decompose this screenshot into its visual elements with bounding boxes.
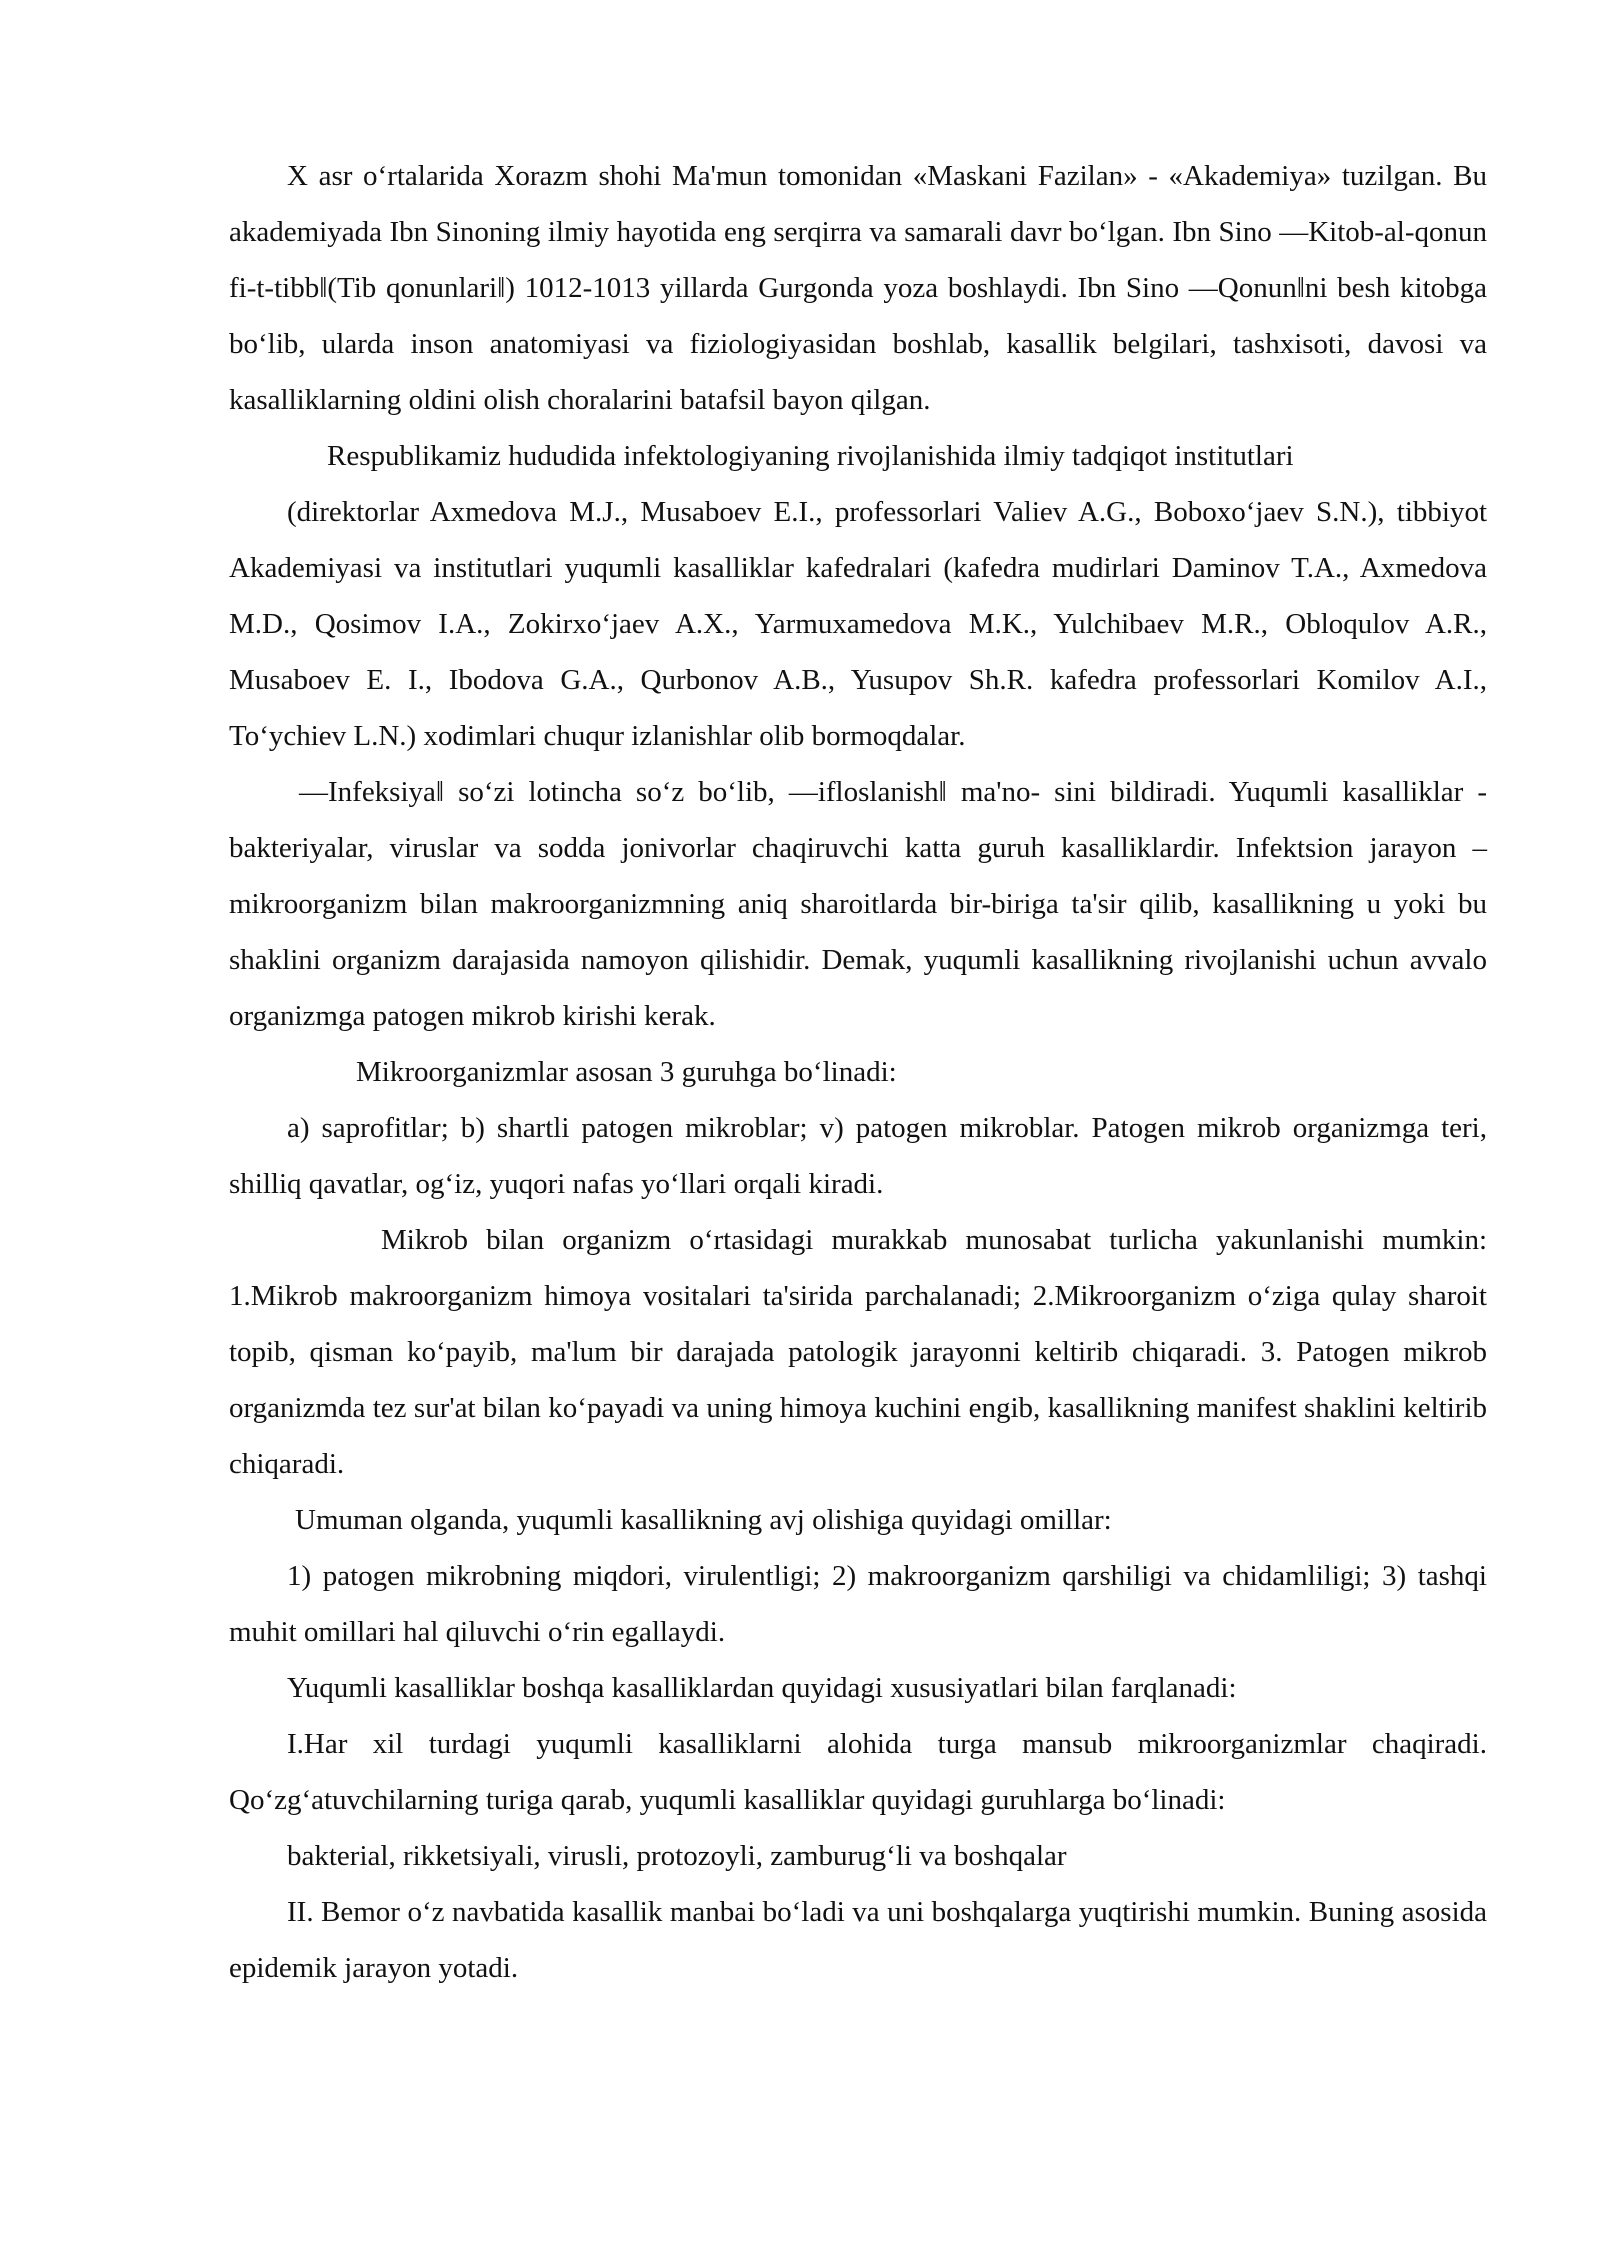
paragraph-feature-one: I.Har xil turdagi yuqumli kasalliklarni alohida turga mansub mikroorganizmlar chaqiradi. Qo‘zg‘atuvchilarning turiga qarab, yuqumli kasalliklar quyidagi guruhlarga bo‘linadi: [229,1728,1487,1816]
paragraph-research-institutes-intro: Respublikamiz hududida infektologiyaning rivojlanishida ilmiy tadqiqot institutlari [327,440,1294,472]
paragraph-factor-list: 1) patogen mikrobning miqdori, virulentligi; 2) makroorganizm qarshiligi va chidamliligi; 3) tashqi muhit omillari hal qiluvchi o‘rin egallaydi. [229,1560,1487,1648]
paragraph-microorganism-groups: Mikroorganizmlar asosan 3 guruhga bo‘linadi: [356,1056,897,1088]
paragraph-microbe-types: a) saprofitlar; b) shartli patogen mikroblar; v) patogen mikroblar. Patogen mikrob organizmga teri, shilliq qavatlar, og‘iz, yuqori nafas yo‘llari orqali kiradi. [229,1112,1487,1200]
paragraph-microbe-organism-outcomes: Mikrob bilan organizm o‘rtasidagi murakkab munosabat turlicha yakunlanishi mumkin: 1.Mikrob makroorganizm himoya vositalari ta'sirida parchalanadi; 2.Mikroorganizm o‘ziga qulay sharoit topib, qisman ko‘payib, ma'lum bir darajada patologik jarayonni keltirib chiqaradi. 3. Patogen mikrob organizmda tez sur'at bilan ko‘payadi va uning himoya kuchini engib, kasallikning manifest shaklini keltirib chiqaradi. [229,1224,1487,1480]
paragraph-ibn-sino: X asr o‘rtalarida Xorazm shohi Ma'mun tomonidan «Maskani Fazilan» - «Akademiya» tuzilgan. Bu akademiyada Ibn Sinoning ilmiy hayotida eng serqirra va samarali davr bo‘lgan. Ibn Sino ―Kitob-al-qonun fi-t-tibb‖(Tib qonunlari‖) 1012-1013 yillarda Gurgonda yoza boshlaydi. Ibn Sino ―Qonun‖ni besh kitobga bo‘lib, ularda inson anatomiyasi va fiziologiyasidan boshlab, kasallik belgilari, tashxisoti, davosi va kasalliklarning oldini olish choralarini batafsil bayon qilgan. [229,160,1487,416]
paragraph-distinguishing-features: Yuqumli kasalliklar boshqa kasalliklardan quyidagi xususiyatlari bilan farqlanadi: [287,1672,1237,1704]
paragraph-pathogen-groups: bakterial, rikketsiyali, virusli, protozoyli, zamburug‘li va boshqalar [287,1840,1067,1872]
paragraph-feature-two: II. Bemor o‘z navbatida kasallik manbai bo‘ladi va uni boshqalarga yuqtirishi mumkin. Buning asosida epidemik jarayon yotadi. [229,1896,1487,1984]
paragraph-general-factors: Umuman olganda, yuqumli kasallikning avj olishiga quyidagi omillar: [295,1504,1112,1536]
paragraph-directors-list: (direktorlar Axmedova M.J., Musaboev E.I., professorlari Valiev A.G., Boboxo‘jaev S.N.), tibbiyot Akademiyasi va institutlari yuqumli kasalliklar kafedralari (kafedra mudirlari Daminov T.A., Axmedova M.D., Qosimov I.A., Zokirxo‘jaev A.X., Yarmuxamedova M.K., Yulchibaev M.R., Obloqulov A.R., Musaboev E. I., Ibodova G.A., Qurbonov A.B., Yusupov Sh.R. kafedra professorlari Komilov A.I., To‘ychiev L.N.) xodimlari chuqur izlanishlar olib bormoqdalar. [229,496,1487,752]
document-body [229,148,1487,1996]
paragraph-infection-definition: ―Infeksiya‖ so‘zi lotincha so‘z bo‘lib, ―ifloslanish‖ ma'no- sini bildiradi. Yuqumli kasalliklar - bakteriyalar, viruslar va sodda jonivorlar chaqiruvchi katta guruh kasalliklardir. Infektsion jarayon – mikroorganizm bilan makroorganizmning aniq sharoitlarda bir-biriga ta'sir qilib, kasallikning u yoki bu shaklini organizm darajasida namoyon qilishidir. Demak, yuqumli kasallikning rivojlanishi uchun avvalo organizmga patogen mikrob kirishi kerak. [229,776,1487,1032]
